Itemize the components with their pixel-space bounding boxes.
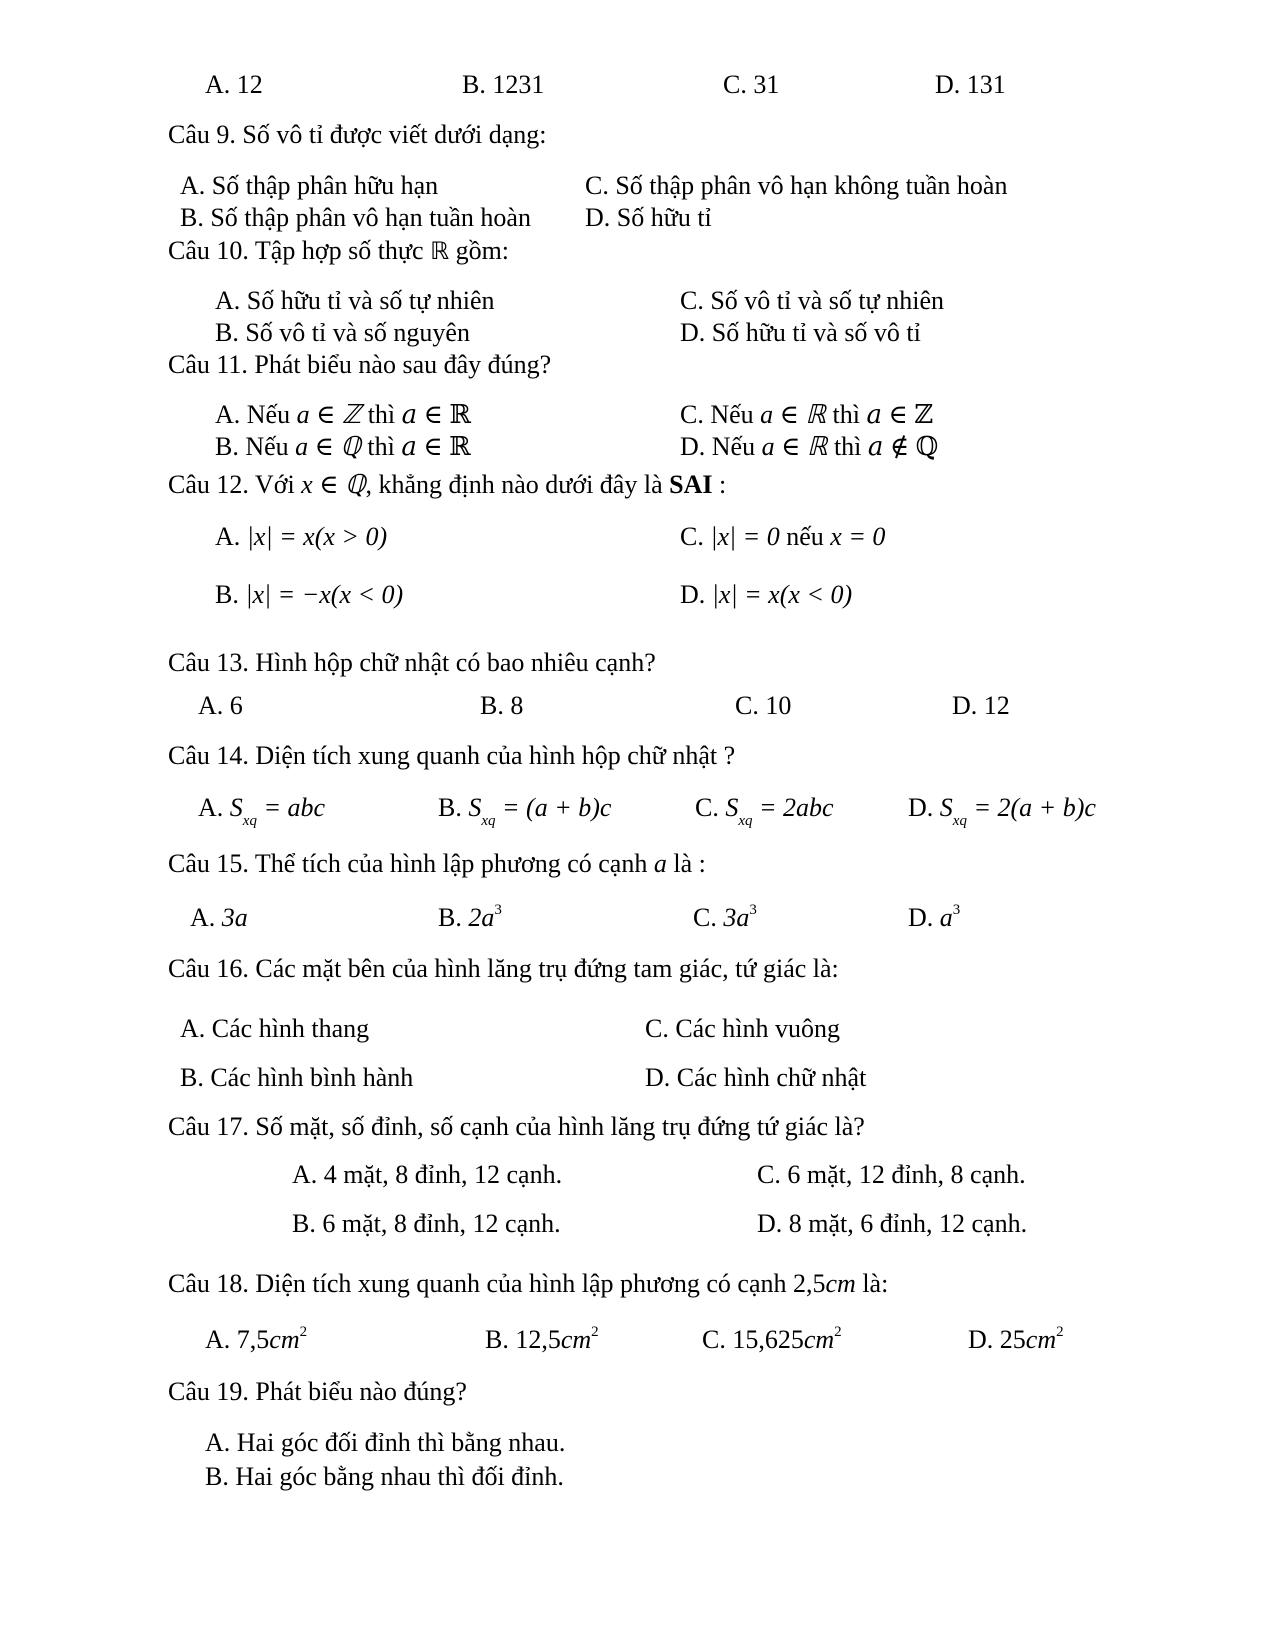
q9-option-c: C. Số thập phân vô hạn không tuần hoàn	[585, 171, 1008, 200]
q11-option-a: A. Nếu a ∈ ℤ thì 𝑎 ∈ ℝ	[215, 400, 472, 429]
q15-option-b: B. $2a^3$	[438, 902, 502, 932]
q11-question: Câu 11. Phát biểu nào sau đây đúng?	[168, 350, 552, 379]
q19-question: Câu 19. Phát biểu nào đúng?	[168, 1377, 467, 1406]
q8-option-b: B. 1231	[462, 70, 545, 99]
q12-question: Câu 12. Với x ∈ ℚ, khẳng định nào dưới đây là SAI :	[168, 470, 727, 499]
q15-question: Câu 15. Thể tích của hình lập phương có cạnh a là :	[168, 849, 706, 878]
q18-option-d: D. $25cm^2$	[968, 1324, 1064, 1354]
q10-question: Câu 10. Tập hợp số thực ℝ gồm:	[168, 236, 510, 265]
formula: |x| = −x(x < 0)	[245, 580, 404, 609]
q13-option-c: C. 10	[735, 691, 792, 720]
q17-option-d: D. 8 mặt, 6 đỉnh, 12 cạnh.	[757, 1209, 1028, 1238]
q13-option-b: B. 8	[480, 691, 524, 720]
q11-option-d: D. Nếu a ∈ ℝ thì 𝑎 ∉ ℚ	[680, 432, 939, 461]
q16-question: Câu 16. Các mặt bên của hình lăng trụ đứng tam giác, tứ giác là:	[168, 954, 839, 983]
q10-option-c: C. Số vô tỉ và số tự nhiên	[680, 286, 944, 315]
q12-option-a: A. |x| = x(x > 0)	[215, 522, 388, 551]
q9-question: Câu 9. Số vô tỉ được viết dưới dạng:	[168, 120, 547, 149]
q15-option-c: C. $3a^3$	[693, 902, 757, 932]
q10-option-a: A. Số hữu tỉ và số tự nhiên	[215, 286, 495, 315]
q8-option-a: A. 12	[205, 70, 263, 99]
q8-option-c: C. 31	[723, 70, 780, 99]
q11-option-c: C. Nếu a ∈ ℝ thì 𝑎 ∈ ℤ	[680, 400, 934, 429]
q13-option-d: D. 12	[952, 691, 1010, 720]
q13-option-a: A. 6	[198, 691, 243, 720]
q18-option-b: B. $12,5cm^2$	[485, 1324, 599, 1354]
q16-option-b: B. Các hình bình hành	[180, 1063, 414, 1092]
q14-option-b: B. $S_{xq} = (a + b)c$	[438, 793, 612, 829]
q17-question: Câu 17. Số mặt, số đỉnh, số cạnh của hình lăng trụ đứng tứ giác là?	[168, 1112, 865, 1141]
q14-option-a: A. $S_{xq}$ = abc	[198, 793, 326, 829]
real-set-symbol: ℝ	[430, 237, 450, 265]
q9-option-d: D. Số hữu tỉ	[585, 203, 712, 232]
q15-option-d: D. $a^3$	[908, 902, 961, 932]
q10-option-d: D. Số hữu tỉ và số vô tỉ	[680, 318, 921, 347]
q14-option-c: C. $S_{xq} = 2abc$	[695, 793, 834, 829]
q8-option-d: D. 131	[935, 70, 1006, 99]
q17-option-b: B. 6 mặt, 8 đỉnh, 12 cạnh.	[292, 1209, 561, 1238]
formula: |x| = x(x > 0)	[246, 522, 388, 551]
q12-option-d: D. |x| = x(x < 0)	[680, 580, 853, 609]
q12-option-b: B. |x| = −x(x < 0)	[215, 580, 404, 609]
q14-option-d: D. $S_{xq} = 2(a + b)c$	[908, 793, 1096, 829]
q16-option-d: D. Các hình chữ nhật	[645, 1063, 867, 1092]
q9-option-b: B. Số thập phân vô hạn tuần hoàn	[180, 203, 531, 232]
q15-option-a: A. 3a	[190, 903, 248, 932]
q11-option-b: B. Nếu a ∈ ℚ thì 𝑎 ∈ ℝ	[215, 432, 471, 461]
q16-option-c: C. Các hình vuông	[645, 1014, 840, 1043]
q9-option-a: A. Số thập phân hữu hạn	[180, 171, 439, 200]
q17-option-a: A. 4 mặt, 8 đỉnh, 12 cạnh.	[292, 1160, 563, 1189]
q18-question: Câu 18. Diện tích xung quanh của hình lập phương có cạnh 2,5cm là:	[168, 1269, 889, 1298]
q14-question: Câu 14. Diện tích xung quanh của hình hộp chữ nhật ?	[168, 741, 736, 770]
q13-question: Câu 13. Hình hộp chữ nhật có bao nhiêu cạnh?	[168, 648, 656, 677]
formula: |x| = 0	[710, 522, 780, 551]
q19-option-b: B. Hai góc bằng nhau thì đối đỉnh.	[205, 1462, 564, 1491]
q16-option-a: A. Các hình thang	[180, 1014, 370, 1043]
q17-option-c: C. 6 mặt, 12 đỉnh, 8 cạnh.	[757, 1160, 1026, 1189]
q18-option-a: A. $7,5cm^2$	[205, 1324, 308, 1354]
q19-option-a: A. Hai góc đối đỉnh thì bằng nhau.	[205, 1428, 566, 1457]
formula: |x| = x(x < 0)	[711, 580, 853, 609]
q18-option-c: C. $15,625cm^2$	[702, 1324, 842, 1354]
q10-option-b: B. Số vô tỉ và số nguyên	[215, 318, 470, 347]
q12-option-c: C. |x| = 0 nếu x = 0	[680, 522, 886, 551]
